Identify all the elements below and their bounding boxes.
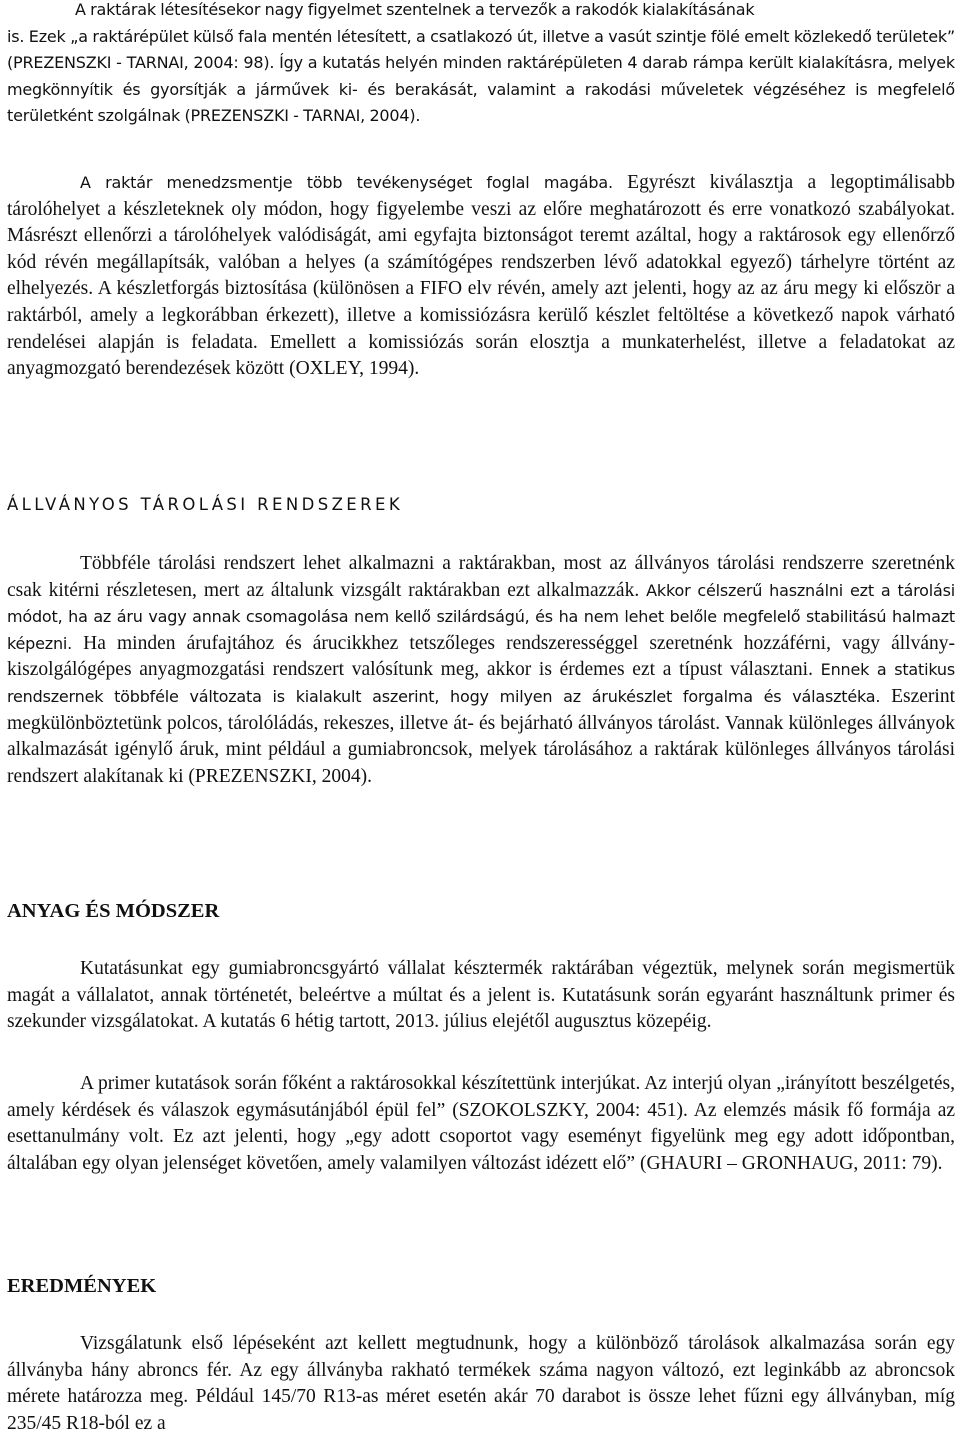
tarolasi-kulonleges: Vannak különleges állványok alkalmazását igénylő áruk, mint például a gumiabroncsok, melyek tárolásához a raktárak különleges állványos tárolási rendszert alakítanak ki (PREZENSZKI, 2004). bbox=[7, 712, 955, 787]
menedzsment-intro: A raktár menedzsmentje több tevékenységet foglal magába. bbox=[80, 173, 613, 192]
section-heading-allvanyos: ÁLLVÁNYOS TÁROLÁSI RENDSZEREK bbox=[7, 495, 404, 514]
tarolasi-akkor: Akkor célszerű használni ezt a tárolási módot, ha az áru vagy annak csomagolása nem kellő szilárdságú, és ha nem lehet belőle megfelelő stabilitású halmazt képezni. bbox=[7, 580, 956, 653]
menedzsment-masreszt: Másrészt ellenőrzi a tárolóhelyek valódiságát, ami egyfajta biztonságot teremt azáltal, hogy a raktárosok egy ellenőrző kód révén megállapítsák, valóban a helyes (a számítógépes rendszerben lévő adatokkal egyező) tárhelyre történt az elhelyezés. bbox=[7, 225, 955, 300]
tarolasi-statikus: Ennek a statikus rendszernek többféle változata is kialakult aszerint, hogy milyen az árukészlet forgalma és választéka. bbox=[7, 660, 955, 706]
tarolasi-eszerint: Eszerint megkülönböztetünk polcos, tárolóládás, rekeszes, illetve át- és bejárható állványos tárolást. bbox=[7, 685, 955, 734]
menedzsment-emellett: Emellett a komissiózás során elosztja a munkaterhelést, illetve a feladatokat az anyagmozgató berendezések között (OXLEY, 1994). bbox=[7, 331, 955, 380]
menedzsment-egyreszt: Egyrészt kiválasztja a legoptimálisabb tárolóhelyet a készleteknek oly módon, hogy figyelembe veszi az előre meghatározott és erre vonatkozó szabályokat. bbox=[7, 172, 955, 220]
paragraph-rakodok-line1: A raktárak létesítésekor nagy figyelmet szentelnek a tervezők a rakodók kialakításának bbox=[75, 0, 755, 19]
paragraph-menedzsment bbox=[7, 170, 955, 383]
paragraph-vizsgalatunk: Vizsgálatunk első lépéseként azt kellett megtudnunk, hogy a különböző tárolások alkalmazása során egy állványba hány abroncs fér. Az egy állványba rakható termékek száma nagyon változó, ezt leginkább az abroncsok mérete határozza meg. Például 145/70 R13-as méret esetén akár 70 darabot is össze lehet fűzni egy állványban, míg 235/45 R18-ból ez a bbox=[7, 1333, 955, 1434]
paragraph-tarolasi-rendszer bbox=[7, 551, 955, 790]
tarolasi-ha-minden: Ha minden árufajtához és árucikkhez tetszőleges rendszerességgel szeretnénk hozzáférni, vagy állvány-kiszolgálógépes anyagmozgatási rendszert valósítunk meg, akkor is érdemes ezt a típust választani. bbox=[7, 632, 955, 681]
paragraph-primer-kutatasok: A primer kutatások során főként a raktárosokkal készítettünk interjúkat. Az interjú olyan „irányított beszélgetés, amely kérdések és válaszok egymásutánjából épül fel” (SZOKOLSZKY, 2004: 451). Az elemzés másik fő formája az esettanulmány volt. Ez azt jelenti, hogy „egy adott csoportot vagy eseményt figyelünk meg egy adott időpontban, általában egy olyan jelenséget követően, amely valamilyen változást idézett elő” (GHAURI – GRONHAUG, 2011: 79). bbox=[7, 1073, 955, 1174]
section-heading-eredmenyek: EREDMÉNYEK bbox=[7, 1275, 157, 1297]
section-heading-anyag-es-modszer: ANYAG ÉS MÓDSZER bbox=[7, 900, 220, 922]
paragraph-kutatasunk: Kutatásunkat egy gumiabroncsgyártó vállalat késztermék raktárában végeztük, melynek során megismertük magát a vállalatot, annak történetét, beleértve a múltat és a jelent is. Kutatásunk során egyaránt használtunk primer és szekunder vizsgálatokat. A kutatás 6 hétig tartott, 2013. július elejétől augusztus közepéig. bbox=[7, 958, 955, 1033]
paragraph-rakodok: is. Ezek „a raktárépület külső fala mentén létesített, a csatlakozó út, illetve a vasút szintje fölé emelt közlekedő területek” (PREZENSZKI - TARNAI, 2004: 98). Így a kutatás helyén minden raktárépületen 4 darab rámpa került kialakításra, melyek megkönnyítik és gyorsítják a járművek ki- és berakását, valamint a rakodási műveletek végzéséhez is megfelelő területként szolgálnak (PREZENSZKI - TARNAI, 2004). bbox=[7, 27, 955, 126]
menedzsment-keszletforgas: A készletforgás biztosítása (különösen a FIFO elv révén, amely azt jelenti, hogy az az áru megy ki először a raktárból, amely a legkorábban érkezett), illetve a komissiózásra kerülő készlet feltöltése a következő napok várható rendelései alapján is feladata. bbox=[7, 278, 955, 353]
tarolasi-intro: Többféle tárolási rendszert lehet alkalmazni a raktárakban, most az állványos tárolási rendszerre szeretnénk csak kitérni részletesen, mert az általunk vizsgált raktárakban ezt alkalmazzák. bbox=[7, 553, 955, 601]
